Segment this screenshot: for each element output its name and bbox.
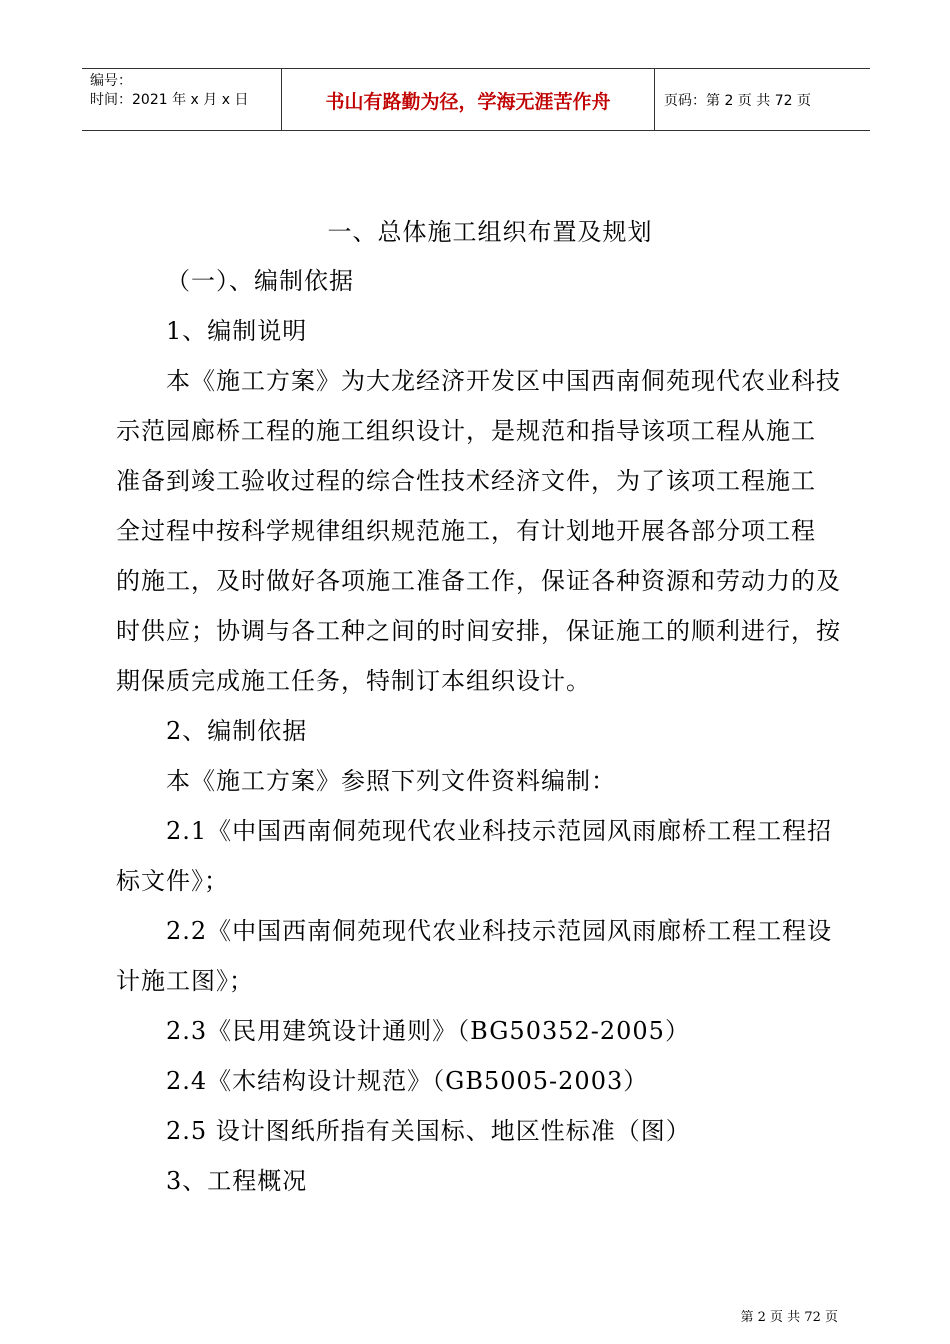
reference-item: 2.4《木结构设计规范》（GB5005-2003） bbox=[166, 1067, 649, 1095]
paragraph-line: 期保质完成施工任务，特制订本组织设计。 bbox=[116, 667, 591, 695]
paragraph-line: 示范园廊桥工程的施工组织设计，是规范和指导该项工程从施工 bbox=[116, 417, 816, 445]
section-heading: （一）、编制依据 bbox=[166, 267, 354, 295]
paragraph-line: 本《施工方案》为大龙经济开发区中国西南侗苑现代农业科技 bbox=[166, 367, 841, 395]
subsection-heading: 1、编制说明 bbox=[166, 317, 308, 345]
reference-item: 标文件》； bbox=[116, 867, 229, 895]
paragraph-line: 时供应；协调与各工种之间的时间安排，保证施工的顺利进行，按 bbox=[116, 617, 841, 645]
paragraph-line: 准备到竣工验收过程的综合性技术经济文件，为了该项工程施工 bbox=[116, 467, 816, 495]
header-divider bbox=[654, 69, 655, 130]
doc-date-label: 时间：2021 年 x 月 x 日 bbox=[90, 92, 249, 108]
header-page-info: 页码：第 2 页 共 72 页 bbox=[664, 93, 811, 109]
reference-item: 2.2《中国西南侗苑现代农业科技示范园风雨廊桥工程工程设 bbox=[166, 917, 833, 945]
document-title: 一、总体施工组织布置及规划 bbox=[327, 218, 653, 246]
paragraph-line: 全过程中按科学规律组织规范施工，有计划地开展各部分项工程 bbox=[116, 517, 816, 545]
paragraph-line: 的施工，及时做好各项施工准备工作，保证各种资源和劳动力的及 bbox=[116, 567, 841, 595]
subsection-heading: 2、编制依据 bbox=[166, 717, 308, 745]
header-motto: 书山有路勤为径，学海无涯苦作舟 bbox=[325, 91, 611, 113]
page-header bbox=[82, 68, 870, 131]
subsection-heading: 3、工程概况 bbox=[166, 1167, 308, 1195]
reference-item: 2.3《民用建筑设计通则》（BG50352-2005） bbox=[166, 1017, 690, 1045]
reference-item: 计施工图》； bbox=[116, 967, 254, 995]
reference-item: 2.1《中国西南侗苑现代农业科技示范园风雨廊桥工程工程招 bbox=[166, 817, 833, 845]
doc-code-label: 编号： bbox=[90, 73, 132, 89]
paragraph-line: 本《施工方案》参照下列文件资料编制： bbox=[166, 767, 616, 795]
reference-item: 2.5 设计图纸所指有关国标、地区性标准（图） bbox=[166, 1117, 691, 1145]
page-footer: 第 2 页 共 72 页 bbox=[740, 1310, 838, 1325]
